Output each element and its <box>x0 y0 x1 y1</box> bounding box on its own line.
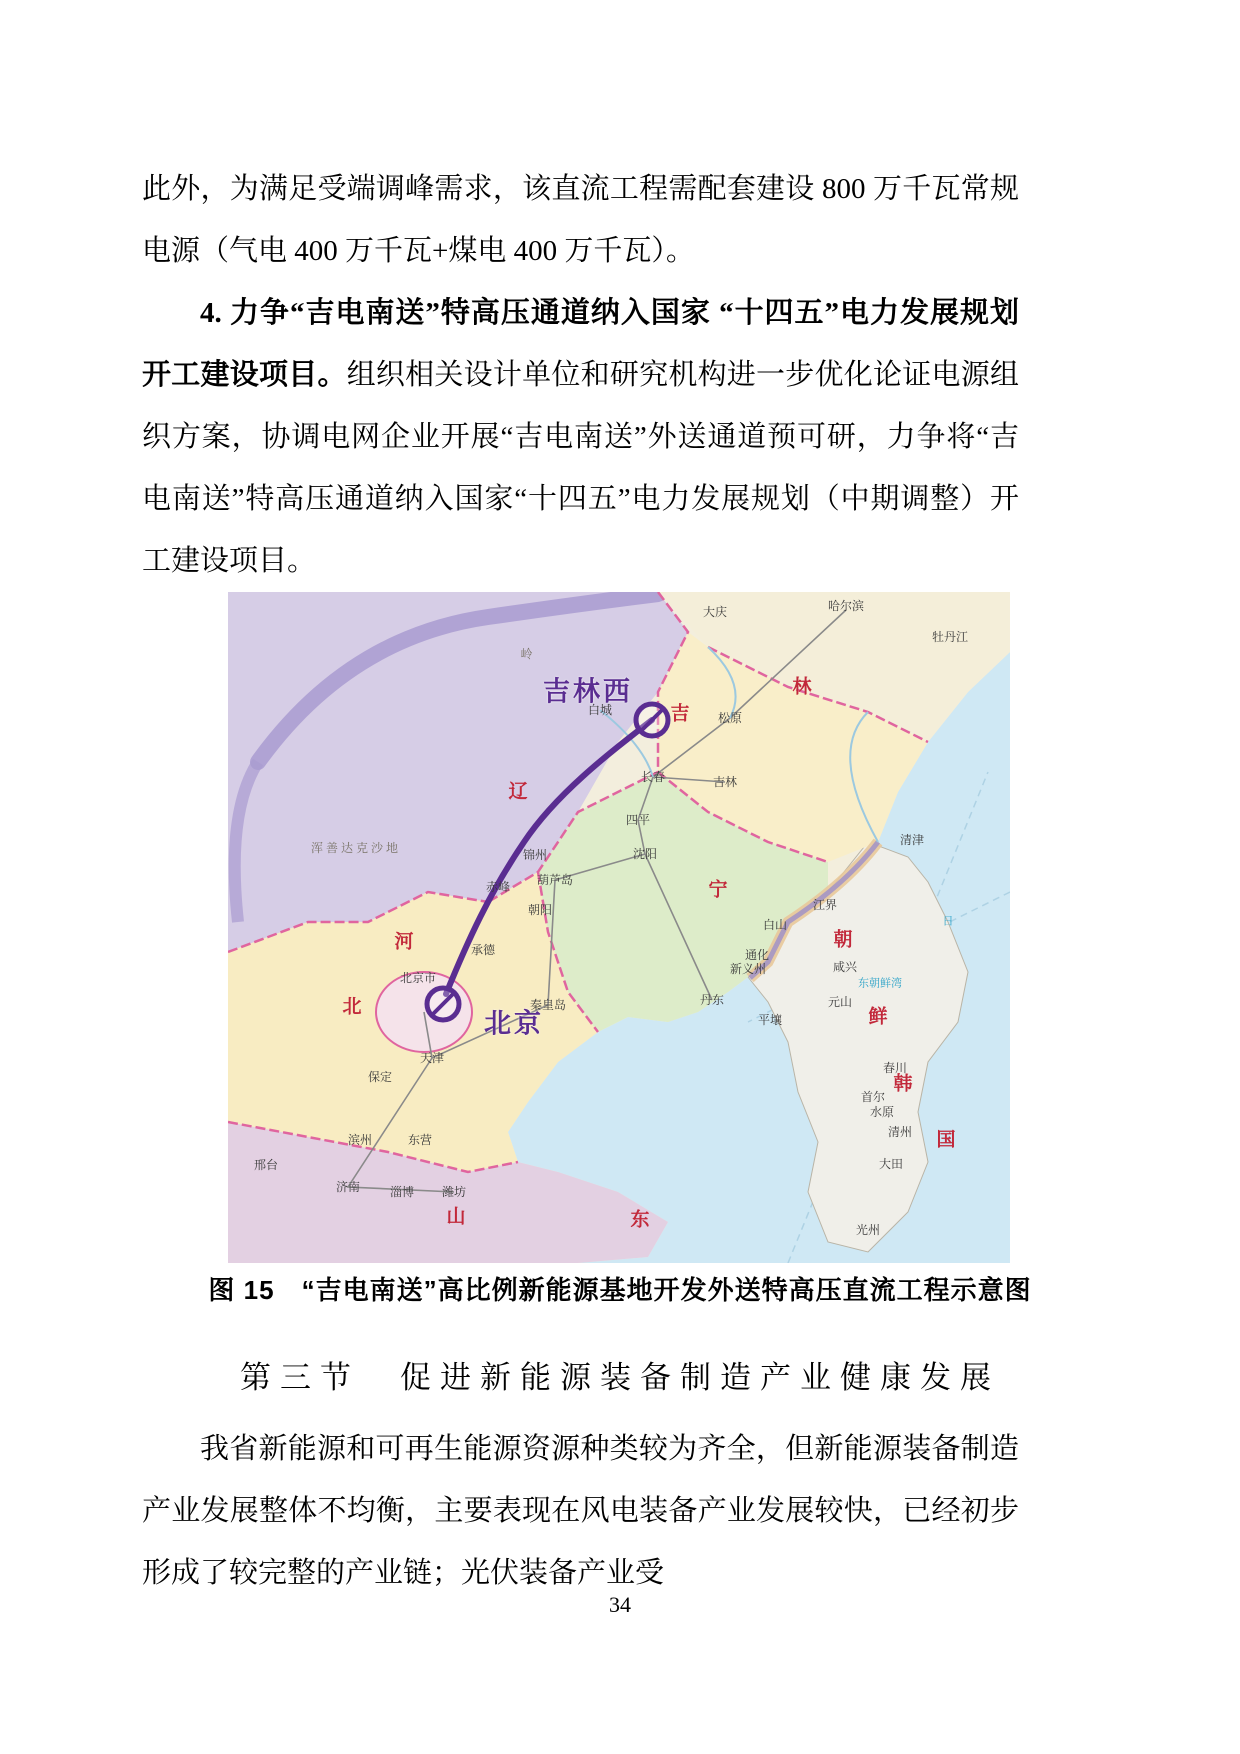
map-label: 韩 <box>893 1073 913 1095</box>
map-label: 新义州 <box>729 962 767 976</box>
map-label: 松原 <box>717 711 743 725</box>
map-label: 锦州 <box>522 848 548 862</box>
map-label: 吉林西 <box>543 676 633 707</box>
map-label: 咸兴 <box>832 960 858 974</box>
paragraph-3: 我省新能源和可再生能源资源种类较为齐全，但新能源装备制造产业发展整体不均衡，主要表现在风电装备产业发展较快，已经初步形成了较完整的产业链；光伏装备产业受 <box>142 1433 1019 1589</box>
map-label: 鲜 <box>868 1006 888 1028</box>
paragraph-1: 此外，为满足受端调峰需求，该直流工程需配套建设 800 万千瓦常规电源（气电 400 万千瓦+煤电 400 万千瓦）。 <box>142 173 1019 267</box>
map-label: 江界 <box>812 898 838 912</box>
map-label: 秦皇岛 <box>529 998 567 1012</box>
map-label: 河 <box>394 931 414 953</box>
map-label: 天津 <box>419 1051 445 1065</box>
map-label: 白山 <box>762 918 788 932</box>
map-label: 保定 <box>367 1070 393 1084</box>
map-label-layer <box>228 592 1010 1263</box>
map-label: 淄博 <box>389 1185 415 1199</box>
map-label: 水原 <box>869 1105 895 1119</box>
map-label: 哈尔滨 <box>827 599 865 613</box>
map-label: 丹东 <box>699 993 725 1007</box>
map-label: 大庆 <box>702 605 728 619</box>
map-label: 东 <box>630 1209 650 1231</box>
map-label: 清州 <box>887 1125 913 1139</box>
map-label: 朝阳 <box>527 903 553 917</box>
map-label: 元山 <box>827 995 853 1009</box>
section-title: 第三节 促进新能源装备制造产业健康发展 <box>240 1360 1000 1395</box>
page-number: 34 <box>609 1592 631 1617</box>
map-label: 日 <box>942 915 954 928</box>
figure-map <box>228 592 1010 1263</box>
map-label: 国 <box>936 1129 956 1151</box>
figure-caption: 图 15 “吉电南送”高比例新能源基地开发外送特高压直流工程示意图 <box>208 1275 1032 1305</box>
map-label: 长春 <box>640 770 666 784</box>
map-label: 滨州 <box>347 1133 373 1147</box>
map-label: 邢台 <box>253 1158 279 1172</box>
map-label: 吉 <box>670 703 690 725</box>
map-label: 白城 <box>587 703 613 717</box>
map-label: 北京市 <box>399 971 437 985</box>
map-label: 葫芦岛 <box>536 873 574 887</box>
map-label: 潍坊 <box>441 1185 467 1199</box>
map-label: 济南 <box>335 1180 361 1194</box>
map-label: 北京 <box>484 1008 544 1039</box>
map-label: 林 <box>792 676 812 698</box>
map-label: 沈阳 <box>632 847 658 861</box>
map-label: 浑善达克沙地 <box>310 841 402 855</box>
map-label: 岭 <box>520 647 536 661</box>
map-label: 吉林 <box>712 775 738 789</box>
map-label: 清津 <box>899 833 925 847</box>
map-label: 大田 <box>878 1157 904 1171</box>
map-label: 平壤 <box>757 1013 783 1027</box>
map-label: 山 <box>446 1206 466 1228</box>
map-label: 宁 <box>708 879 728 901</box>
map-label: 春川 <box>882 1061 908 1075</box>
map-label: 牡丹江 <box>931 630 969 644</box>
map-label: 首尔 <box>860 1090 886 1104</box>
map-label: 通化 <box>744 948 770 962</box>
paragraph-2-rest: 组织相关设计单位和研究机构进一步优化论证电源组织方案，协调电网企业开展“吉电南送”外送通道预可研，力争将“吉电南送”特高压通道纳入国家“十四五”电力发展规划（中期调整）开工建设项目。 <box>142 359 1019 577</box>
map-label: 四平 <box>625 813 651 827</box>
map-label: 光州 <box>855 1223 881 1237</box>
paragraph-2 <box>142 282 1019 592</box>
map-label: 北 <box>342 996 362 1018</box>
map-label: 朝 <box>833 929 853 951</box>
map-label: 东营 <box>407 1133 433 1147</box>
map-label: 承德 <box>470 943 496 957</box>
map-label: 赤峰 <box>485 880 511 894</box>
map-label: 东朝鲜湾 <box>858 977 902 990</box>
paragraph-2-bold-lead: 4. 力争“吉电南送”特高压通道纳入国家 “十四五”电力发展规划开工建设项目。 <box>142 297 1019 391</box>
map-label: 辽 <box>508 781 528 803</box>
